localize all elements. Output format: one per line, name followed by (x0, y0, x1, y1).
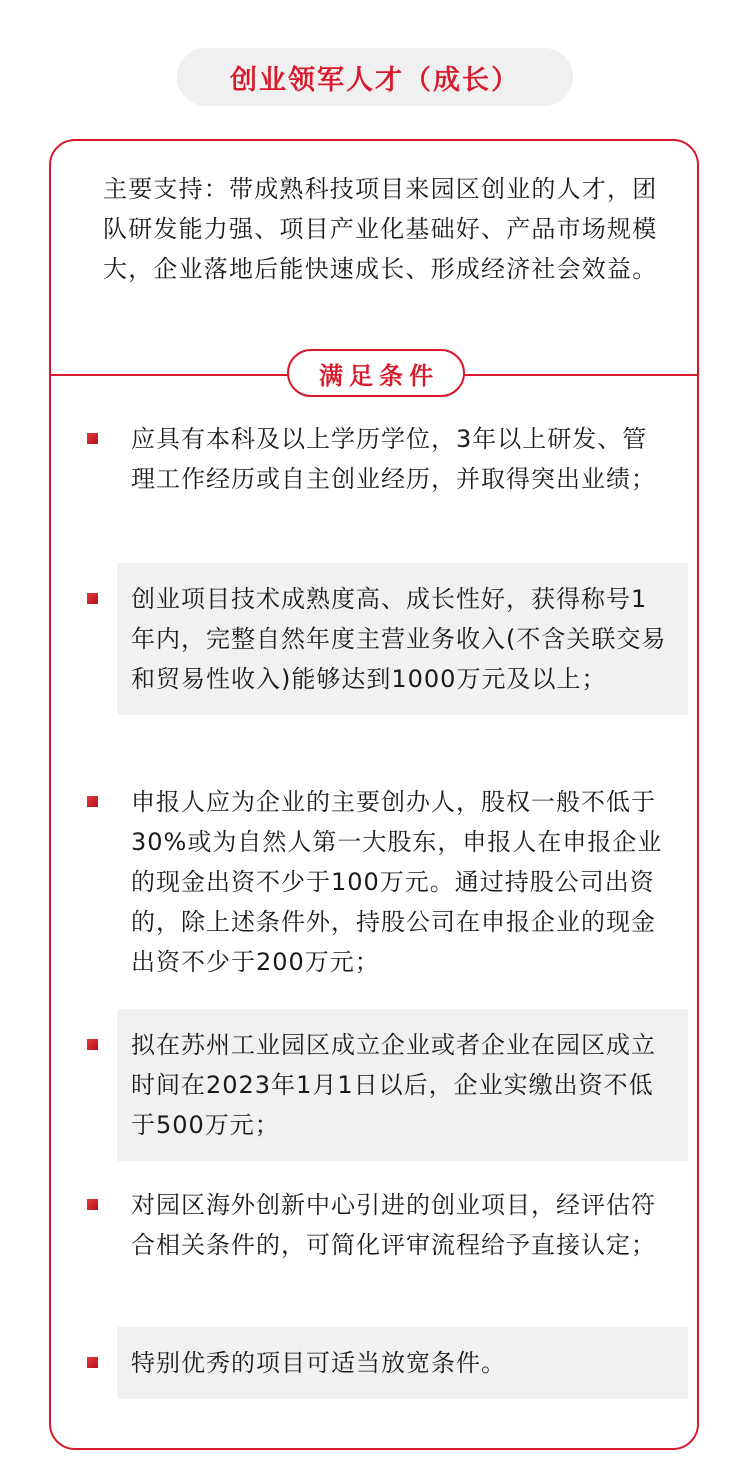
red-square-bullet-icon (87, 1357, 98, 1368)
condition-item-3 (117, 766, 688, 998)
conditions-card (49, 139, 699, 1450)
condition-text: 创业项目技术成熟度高、成长性好，获得称号1年内，完整自然年度主营业务收入(不含关联交易和贸易性收入)能够达到1000万元及以上； (131, 585, 667, 693)
red-square-bullet-icon (87, 593, 98, 604)
title-pill (177, 48, 573, 106)
condition-text: 申报人应为企业的主要创办人，股权一般不低于30%或为自然人第一大股东，申报人在申报企业的现金出资不少于100万元。通过持股公司出资的，除上述条件外，持股公司在申报企业的现金出资不少于200万元； (131, 788, 663, 976)
section-title: 满足条件 (319, 361, 439, 390)
condition-text: 拟在苏州工业园区成立企业或者企业在园区成立时间在2023年1月1日以后，企业实缴出资不低于500万元； (131, 1031, 656, 1139)
condition-item-1 (117, 403, 688, 515)
red-square-bullet-icon (87, 433, 98, 444)
condition-item-2 (117, 563, 688, 715)
condition-item-5 (117, 1169, 688, 1281)
section-title-pill (287, 349, 465, 397)
condition-text: 应具有本科及以上学历学位，3年以上研发、管理工作经历或自主创业经历，并取得突出业绩； (131, 425, 656, 493)
page-title: 创业领军人才（成长） (230, 64, 520, 96)
red-square-bullet-icon (87, 1039, 98, 1050)
condition-text: 对园区海外创新中心引进的创业项目，经评估符合相关条件的，可简化评审流程给予直接认定； (131, 1191, 656, 1259)
condition-item-6 (117, 1327, 688, 1399)
condition-item-4 (117, 1009, 688, 1161)
red-square-bullet-icon (87, 796, 98, 807)
red-square-bullet-icon (87, 1199, 98, 1210)
condition-text: 特别优秀的项目可适当放宽条件。 (131, 1349, 506, 1377)
intro-text: 主要支持：带成熟科技项目来园区创业的人才，团队研发能力强、项目产业化基础好、产品市场规模大，企业落地后能快速成长、形成经济社会效益。 (103, 175, 658, 283)
